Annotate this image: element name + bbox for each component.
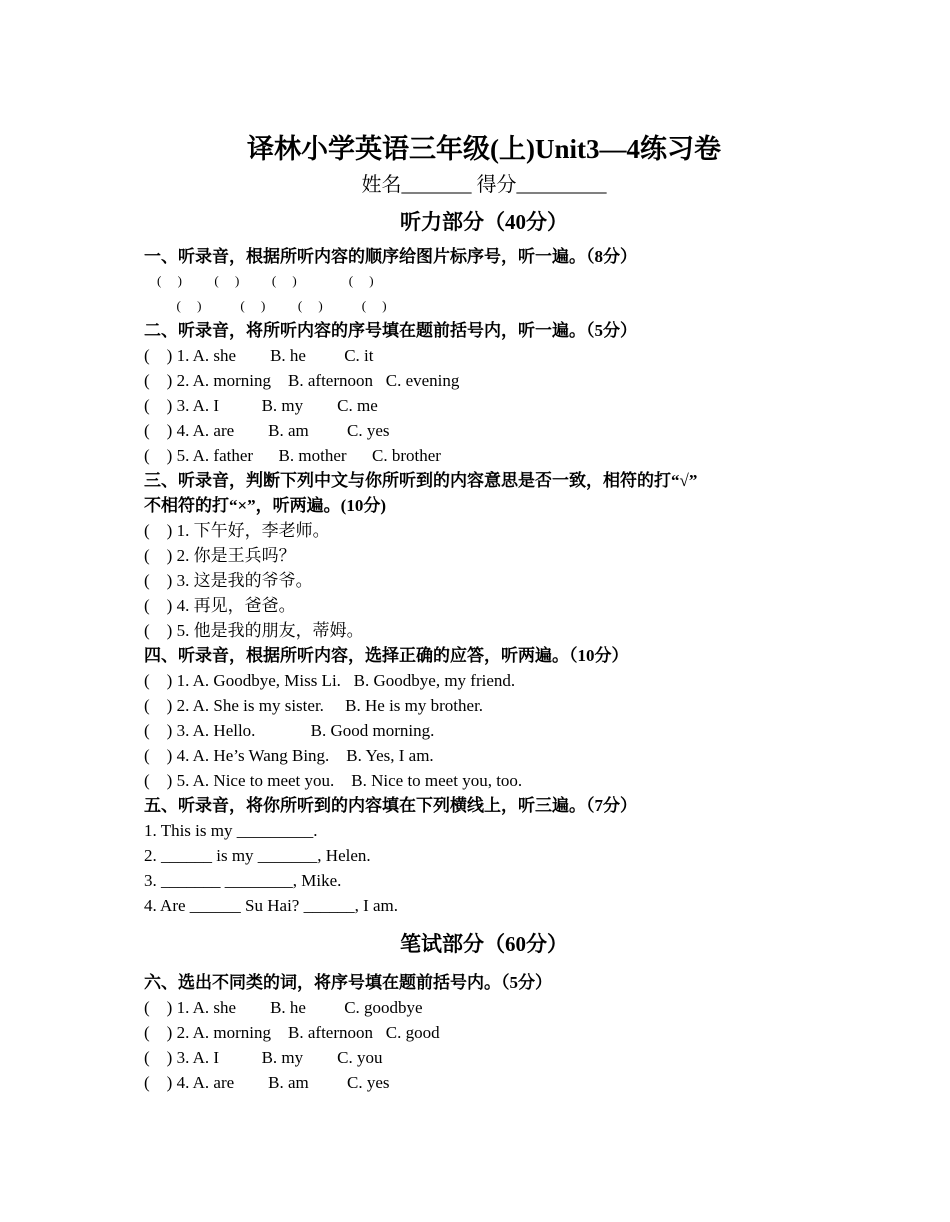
question-item: ( ) 5. 他是我的朋友，蒂姆。 [144, 621, 364, 640]
name-score-line: 姓名_______ 得分_________ [361, 174, 607, 196]
section-4-heading: 四、听录音，根据所听内容，选择正确的应答，听两遍。（10分） [144, 646, 629, 665]
question-item: ( ) 1. A. she B. he C. goodbye [144, 998, 423, 1017]
question-item: ( ) 1. A. she B. he C. it [144, 346, 374, 365]
page-title: 译林小学英语三年级(上)Unit3—4练习卷 [247, 134, 721, 164]
picture-number-blanks-row-1: ( ) ( ) ( ) ( ) [144, 273, 374, 288]
section-2-heading: 二、听录音，将所听内容的序号填在题前括号内，听一遍。（5分） [144, 321, 637, 340]
question-item: ( ) 5. A. Nice to meet you. B. Nice to meet you, too. [144, 771, 523, 790]
listening-part-header: 听力部分（40分） [400, 210, 568, 234]
worksheet-page [144, 128, 824, 1095]
fill-blank-item: 4. Are ______ Su Hai? ______, I am. [144, 896, 399, 915]
question-item: ( ) 2. A. She is my sister. B. He is my brother. [144, 696, 484, 715]
section-3-heading-line-2: 不相符的打“×”，听两遍。(10分) [144, 496, 387, 515]
question-item: ( ) 4. 再见，爸爸。 [144, 596, 296, 615]
section-2 [144, 318, 824, 468]
section-4 [144, 643, 824, 793]
question-item: ( ) 3. A. Hello. B. Good morning. [144, 721, 435, 740]
question-item: ( ) 1. 下午好，李老师。 [144, 521, 330, 540]
question-item: ( ) 2. 你是王兵吗？ [144, 546, 296, 565]
section-3-heading-line-1: 三、听录音，判断下列中文与你所听到的内容意思是否一致，相符的打“√” [144, 471, 698, 490]
question-item: ( ) 4. A. are B. am C. yes [144, 421, 390, 440]
question-item: ( ) 4. A. are B. am C. yes [144, 1073, 390, 1092]
question-item: ( ) 1. A. Goodbye, Miss Li. B. Goodbye, my friend. [144, 671, 516, 690]
question-item: ( ) 4. A. He’s Wang Bing. B. Yes, I am. [144, 746, 434, 765]
fill-blank-item: 3. _______ ________, Mike. [144, 871, 342, 890]
section-5 [144, 793, 824, 918]
question-item: ( ) 3. A. I B. my C. me [144, 396, 378, 415]
question-item: ( ) 3. A. I B. my C. you [144, 1048, 383, 1067]
fill-blank-item: 1. This is my _________. [144, 821, 318, 840]
section-3 [144, 468, 824, 643]
section-6 [144, 970, 824, 1095]
fill-blank-item: 2. ______ is my _______, Helen. [144, 846, 371, 865]
question-item: ( ) 3. 这是我的爷爷。 [144, 571, 313, 590]
section-6-heading: 六、选出不同类的词，将序号填在题前括号内。（5分） [144, 973, 552, 992]
writing-part-header: 笔试部分（60分） [400, 932, 568, 956]
question-item: ( ) 2. A. morning B. afternoon C. good [144, 1023, 440, 1042]
question-item: ( ) 5. A. father B. mother C. brother [144, 446, 441, 465]
picture-number-blanks-row-2: ( ) ( ) ( ) ( ) [144, 297, 387, 313]
section-5-heading: 五、听录音，将你所听到的内容填在下列横线上，听三遍。（7分） [144, 796, 637, 815]
section-1 [144, 244, 824, 318]
question-item: ( ) 2. A. morning B. afternoon C. evening [144, 371, 460, 390]
section-1-heading: 一、听录音，根据所听内容的顺序给图片标序号，听一遍。（8分） [144, 247, 637, 266]
